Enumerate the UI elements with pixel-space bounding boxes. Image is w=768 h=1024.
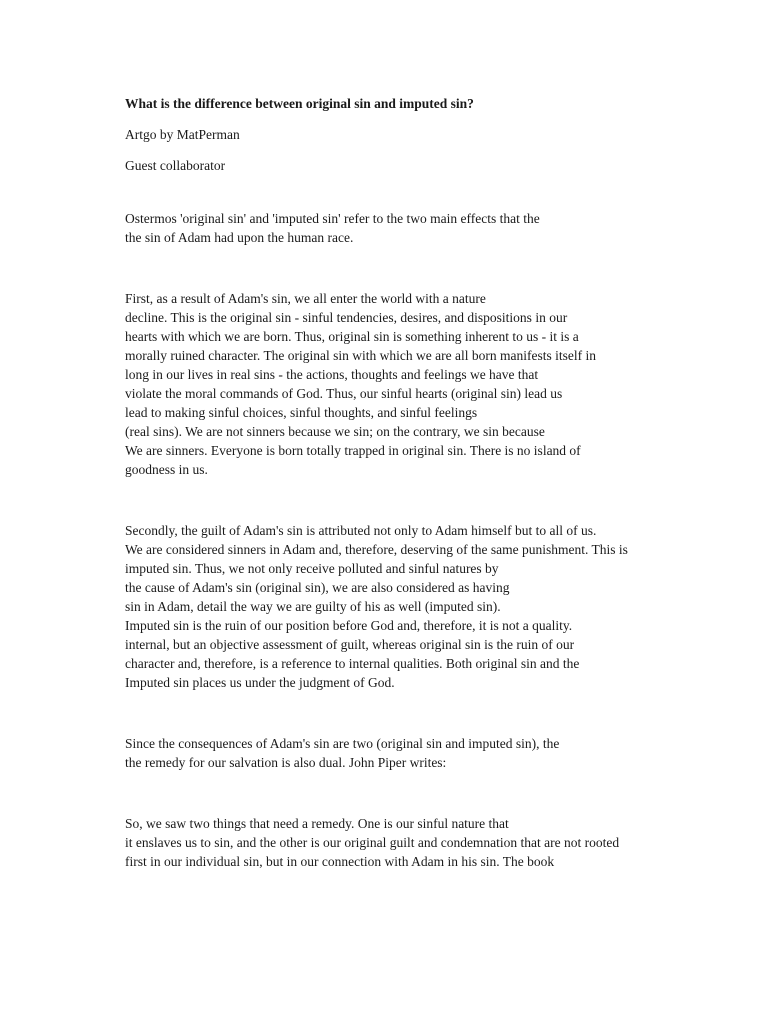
paragraph-line: goodness in us. bbox=[125, 462, 208, 477]
paragraph-line: Secondly, the guilt of Adam's sin is attributed not only to Adam himself but to all of us. bbox=[125, 523, 597, 538]
paragraph-line: lead to making sinful choices, sinful thoughts, and sinful feelings bbox=[125, 405, 478, 420]
paragraph-line: imputed sin. Thus, we not only receive polluted and sinful natures by bbox=[125, 561, 499, 576]
paragraph-line: decline. This is the original sin - sinful tendencies, desires, and dispositions in our bbox=[125, 310, 568, 325]
paragraph-line: We are sinners. Everyone is born totally trapped in original sin. There is no island of bbox=[125, 443, 581, 458]
paragraph-line: internal, but an objective assessment of guilt, whereas original sin is the ruin of our bbox=[125, 637, 575, 652]
paragraph-line: long in our lives in real sins - the actions, thoughts and feelings we have that bbox=[125, 367, 539, 382]
paragraph-line: hearts with which we are born. Thus, original sin is something inherent to us - it is a bbox=[125, 329, 579, 344]
paragraph-1 bbox=[125, 209, 665, 247]
paragraph-line: the sin of Adam had upon the human race. bbox=[125, 230, 354, 245]
paragraph-line: first in our individual sin, but in our connection with Adam in his sin. The book bbox=[125, 854, 555, 869]
paragraph-line: So, we saw two things that need a remedy. One is our sinful nature that bbox=[125, 816, 509, 831]
paragraph-5 bbox=[125, 814, 665, 871]
paragraph-4 bbox=[125, 734, 665, 772]
paragraph-2 bbox=[125, 289, 665, 479]
paragraph-line: sin in Adam, detail the way we are guilty of his as well (imputed sin). bbox=[125, 599, 501, 614]
byline: Artgo by MatPerman bbox=[125, 127, 240, 142]
paragraph-line: character and, therefore, is a reference to internal qualities. Both original sin and the bbox=[125, 656, 580, 671]
document-body bbox=[125, 94, 665, 871]
document-title: What is the difference between original sin and imputed sin? bbox=[125, 96, 474, 111]
paragraph-line: Ostermos 'original sin' and 'imputed sin' refer to the two main effects that the bbox=[125, 211, 540, 226]
paragraph-line: it enslaves us to sin, and the other is our original guilt and condemnation that are not rooted bbox=[125, 835, 620, 850]
paragraph-line: (real sins). We are not sinners because we sin; on the contrary, we sin because bbox=[125, 424, 545, 439]
paragraph-line: the cause of Adam's sin (original sin), we are also considered as having bbox=[125, 580, 510, 595]
paragraph-line: First, as a result of Adam's sin, we all enter the world with a nature bbox=[125, 291, 486, 306]
paragraph-line: Imputed sin places us under the judgment of God. bbox=[125, 675, 395, 690]
paragraph-line: Since the consequences of Adam's sin are two (original sin and imputed sin), the bbox=[125, 736, 560, 751]
paragraph-line: violate the moral commands of God. Thus, our sinful hearts (original sin) lead us bbox=[125, 386, 563, 401]
paragraph-3 bbox=[125, 521, 665, 692]
paragraph-line: We are considered sinners in Adam and, therefore, deserving of the same punishment. This is bbox=[125, 542, 628, 557]
paragraph-line: the remedy for our salvation is also dual. John Piper writes: bbox=[125, 755, 447, 770]
paragraph-line: Imputed sin is the ruin of our position before God and, therefore, it is not a quality. bbox=[125, 618, 573, 633]
author-role: Guest collaborator bbox=[125, 158, 226, 173]
paragraph-line: morally ruined character. The original sin with which we are all born manifests itself in bbox=[125, 348, 596, 363]
